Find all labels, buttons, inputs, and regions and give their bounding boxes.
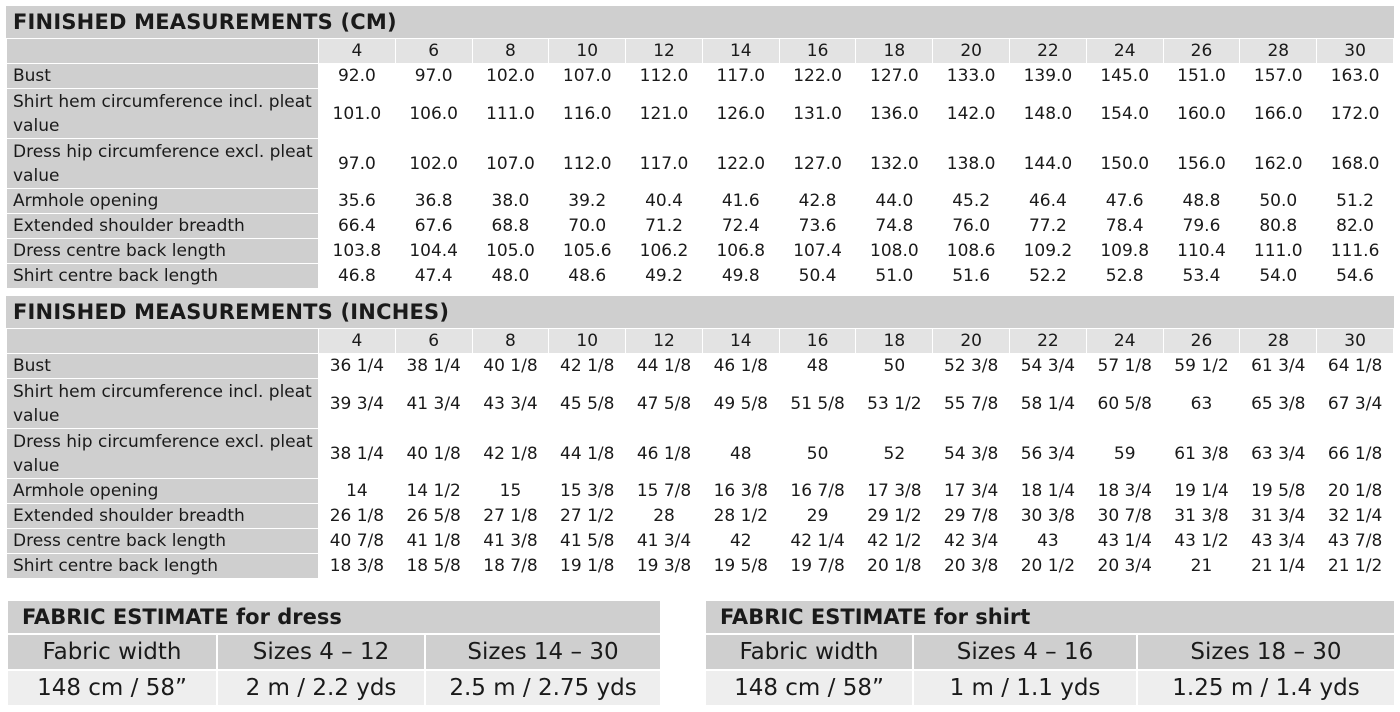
size-header-blank <box>7 39 319 64</box>
size-header: 6 <box>395 39 472 64</box>
fabric-shirt-header-width: Fabric width <box>705 634 913 670</box>
measurement-cell: 110.4 <box>1163 239 1240 264</box>
table-row <box>7 139 1394 189</box>
measurement-cell: 127.0 <box>856 64 933 89</box>
measurement-cell: 106.2 <box>626 239 703 264</box>
measurement-cell: 20 1/8 <box>856 554 933 579</box>
measurement-cell: 42.8 <box>779 189 856 214</box>
measurement-cell: 139.0 <box>1010 64 1087 89</box>
size-header: 14 <box>702 329 779 354</box>
measurement-cell: 117.0 <box>702 64 779 89</box>
measurement-cell: 43 <box>1010 529 1087 554</box>
measurement-cell: 73.6 <box>779 214 856 239</box>
measurement-cell: 45 5/8 <box>549 379 626 429</box>
inches-section-title: FINISHED MEASUREMENTS (INCHES) <box>6 296 1394 328</box>
fabric-shirt-value-small: 1 m / 1.1 yds <box>913 670 1137 706</box>
size-header: 12 <box>626 329 703 354</box>
measurement-cell: 38 1/4 <box>319 429 396 479</box>
measurement-cell: 65 3/8 <box>1240 379 1317 429</box>
measurement-cell: 156.0 <box>1163 139 1240 189</box>
size-header: 10 <box>549 39 626 64</box>
fabric-dress-header-width: Fabric width <box>7 634 217 670</box>
measurement-cell: 16 7/8 <box>779 479 856 504</box>
measurement-cell: 55 7/8 <box>933 379 1010 429</box>
size-header: 22 <box>1010 329 1087 354</box>
table-row <box>7 429 1394 479</box>
measurement-cell: 21 1/4 <box>1240 554 1317 579</box>
measurement-cell: 39 3/4 <box>319 379 396 429</box>
table-row <box>7 239 1394 264</box>
measurement-cell: 106.8 <box>702 239 779 264</box>
measurement-cell: 50.4 <box>779 264 856 289</box>
size-header: 8 <box>472 39 549 64</box>
measurement-cell: 20 3/8 <box>933 554 1010 579</box>
measurement-cell: 54 3/4 <box>1010 354 1087 379</box>
measurement-cell: 56 3/4 <box>1010 429 1087 479</box>
measurement-cell: 40.4 <box>626 189 703 214</box>
measurement-cell: 43 3/4 <box>1240 529 1317 554</box>
measurement-cell: 46.4 <box>1010 189 1087 214</box>
measurement-cell: 59 <box>1086 429 1163 479</box>
measurement-cell: 47 5/8 <box>626 379 703 429</box>
table-row <box>7 264 1394 289</box>
fabric-dress-header-small: Sizes 4 – 12 <box>217 634 425 670</box>
measurement-cell: 51 5/8 <box>779 379 856 429</box>
measurement-cell: 31 3/4 <box>1240 504 1317 529</box>
measurement-cell: 67 3/4 <box>1317 379 1394 429</box>
measurement-cell: 36 1/4 <box>319 354 396 379</box>
measurement-cell: 54 3/8 <box>933 429 1010 479</box>
measurement-cell: 48 <box>702 429 779 479</box>
measurement-cell: 117.0 <box>626 139 703 189</box>
measurement-cell: 28 1/2 <box>702 504 779 529</box>
row-label: Shirt hem circumference incl. pleat value <box>7 89 319 139</box>
row-label: Extended shoulder breadth <box>7 504 319 529</box>
measurement-cell: 50 <box>779 429 856 479</box>
measurement-cell: 142.0 <box>933 89 1010 139</box>
measurement-cell: 18 3/8 <box>319 554 396 579</box>
measurement-cell: 101.0 <box>319 89 396 139</box>
measurement-cell: 112.0 <box>626 64 703 89</box>
measurement-cell: 42 <box>702 529 779 554</box>
measurement-cell: 46 1/8 <box>626 429 703 479</box>
measurement-cell: 67.6 <box>395 214 472 239</box>
measurement-cell: 36.8 <box>395 189 472 214</box>
size-header: 28 <box>1240 39 1317 64</box>
measurement-cell: 40 1/8 <box>472 354 549 379</box>
measurement-cell: 43 1/4 <box>1086 529 1163 554</box>
row-label: Shirt hem circumference incl. pleat value <box>7 379 319 429</box>
measurement-cell: 42 1/4 <box>779 529 856 554</box>
measurement-cell: 154.0 <box>1086 89 1163 139</box>
measurement-cell: 46.8 <box>319 264 396 289</box>
measurement-cell: 53 1/2 <box>856 379 933 429</box>
measurement-cell: 77.2 <box>1010 214 1087 239</box>
measurement-cell: 29 <box>779 504 856 529</box>
fabric-dress-title: FABRIC ESTIMATE for dress <box>7 600 661 634</box>
measurement-cell: 51.6 <box>933 264 1010 289</box>
measurement-cell: 29 7/8 <box>933 504 1010 529</box>
measurement-cell: 92.0 <box>319 64 396 89</box>
measurement-cell: 19 7/8 <box>779 554 856 579</box>
measurement-cell: 50.0 <box>1240 189 1317 214</box>
size-header: 14 <box>702 39 779 64</box>
measurement-cell: 97.0 <box>395 64 472 89</box>
measurement-cell: 150.0 <box>1086 139 1163 189</box>
measurement-cell: 40 7/8 <box>319 529 396 554</box>
measurement-cell: 18 7/8 <box>472 554 549 579</box>
measurement-cell: 31 3/8 <box>1163 504 1240 529</box>
measurement-cell: 133.0 <box>933 64 1010 89</box>
measurement-cell: 61 3/4 <box>1240 354 1317 379</box>
measurement-cell: 109.8 <box>1086 239 1163 264</box>
measurement-cell: 102.0 <box>472 64 549 89</box>
row-label: Armhole opening <box>7 189 319 214</box>
measurement-cell: 111.0 <box>1240 239 1317 264</box>
measurement-cell: 163.0 <box>1317 64 1394 89</box>
row-label: Dress hip circumference excl. pleat value <box>7 139 319 189</box>
measurement-cell: 30 7/8 <box>1086 504 1163 529</box>
measurement-cell: 42 1/8 <box>549 354 626 379</box>
measurement-cell: 162.0 <box>1240 139 1317 189</box>
measurement-cell: 38.0 <box>472 189 549 214</box>
size-header: 22 <box>1010 39 1087 64</box>
measurement-cell: 61 3/8 <box>1163 429 1240 479</box>
measurement-cell: 20 1/8 <box>1317 479 1394 504</box>
measurement-cell: 41 3/8 <box>472 529 549 554</box>
measurement-cell: 44 1/8 <box>549 429 626 479</box>
size-header: 18 <box>856 329 933 354</box>
table-row <box>7 189 1394 214</box>
measurement-cell: 168.0 <box>1317 139 1394 189</box>
measurement-cell: 112.0 <box>549 139 626 189</box>
measurement-cell: 72.4 <box>702 214 779 239</box>
measurement-cell: 103.8 <box>319 239 396 264</box>
measurement-cell: 106.0 <box>395 89 472 139</box>
measurement-cell: 19 1/8 <box>549 554 626 579</box>
table-row <box>7 64 1394 89</box>
measurement-cell: 71.2 <box>626 214 703 239</box>
size-header: 8 <box>472 329 549 354</box>
measurement-cell: 132.0 <box>856 139 933 189</box>
measurement-cell: 15 7/8 <box>626 479 703 504</box>
measurement-cell: 111.6 <box>1317 239 1394 264</box>
measurement-cell: 136.0 <box>856 89 933 139</box>
measurement-cell: 102.0 <box>395 139 472 189</box>
table-row <box>7 354 1394 379</box>
fabric-dress-value-width: 148 cm / 58” <box>7 670 217 706</box>
measurement-cell: 51.0 <box>856 264 933 289</box>
measurement-cell: 26 5/8 <box>395 504 472 529</box>
measurement-cell: 30 3/8 <box>1010 504 1087 529</box>
size-header: 10 <box>549 329 626 354</box>
measurement-cell: 76.0 <box>933 214 1010 239</box>
measurement-cell: 53.4 <box>1163 264 1240 289</box>
measurement-cell: 17 3/8 <box>856 479 933 504</box>
measurement-cell: 63 3/4 <box>1240 429 1317 479</box>
row-label: Armhole opening <box>7 479 319 504</box>
table-row <box>7 554 1394 579</box>
measurement-cell: 28 <box>626 504 703 529</box>
measurement-cell: 48.6 <box>549 264 626 289</box>
fabric-dress-value-small: 2 m / 2.2 yds <box>217 670 425 706</box>
size-header: 16 <box>779 329 856 354</box>
measurement-cell: 79.6 <box>1163 214 1240 239</box>
measurement-cell: 35.6 <box>319 189 396 214</box>
inches-measurements-table <box>6 328 1394 579</box>
measurement-cell: 68.8 <box>472 214 549 239</box>
measurement-cell: 41 1/8 <box>395 529 472 554</box>
measurement-cell: 57 1/8 <box>1086 354 1163 379</box>
measurement-cell: 27 1/8 <box>472 504 549 529</box>
measurement-cell: 42 1/8 <box>472 429 549 479</box>
measurement-cell: 52.2 <box>1010 264 1087 289</box>
measurement-cell: 63 <box>1163 379 1240 429</box>
measurement-cell: 121.0 <box>626 89 703 139</box>
measurement-cell: 116.0 <box>549 89 626 139</box>
row-label: Shirt centre back length <box>7 264 319 289</box>
measurement-cell: 21 1/2 <box>1317 554 1394 579</box>
table-row <box>7 504 1394 529</box>
measurement-cell: 105.0 <box>472 239 549 264</box>
measurement-cell: 70.0 <box>549 214 626 239</box>
measurement-cell: 107.4 <box>779 239 856 264</box>
measurement-cell: 59 1/2 <box>1163 354 1240 379</box>
size-header: 12 <box>626 39 703 64</box>
measurement-cell: 108.0 <box>856 239 933 264</box>
table-row <box>7 89 1394 139</box>
row-label: Dress hip circumference excl. pleat value <box>7 429 319 479</box>
measurement-cell: 47.4 <box>395 264 472 289</box>
measurement-cell: 42 1/2 <box>856 529 933 554</box>
fabric-shirt-value-width: 148 cm / 58” <box>705 670 913 706</box>
cm-section-title: FINISHED MEASUREMENTS (CM) <box>6 6 1394 38</box>
measurement-cell: 160.0 <box>1163 89 1240 139</box>
measurement-cell: 18 3/4 <box>1086 479 1163 504</box>
row-label: Shirt centre back length <box>7 554 319 579</box>
measurement-cell: 78.4 <box>1086 214 1163 239</box>
fabric-shirt-header-large: Sizes 18 – 30 <box>1137 634 1395 670</box>
measurement-cell: 19 5/8 <box>1240 479 1317 504</box>
size-header: 18 <box>856 39 933 64</box>
measurement-cell: 18 1/4 <box>1010 479 1087 504</box>
size-header: 28 <box>1240 329 1317 354</box>
measurement-cell: 66.4 <box>319 214 396 239</box>
measurement-cell: 43 7/8 <box>1317 529 1394 554</box>
fabric-shirt-title: FABRIC ESTIMATE for shirt <box>705 600 1395 634</box>
row-label: Dress centre back length <box>7 239 319 264</box>
measurement-cell: 97.0 <box>319 139 396 189</box>
measurement-cell: 151.0 <box>1163 64 1240 89</box>
measurement-cell: 144.0 <box>1010 139 1087 189</box>
size-header: 20 <box>933 39 1010 64</box>
measurement-cell: 107.0 <box>472 139 549 189</box>
measurement-cell: 122.0 <box>702 139 779 189</box>
measurement-cell: 49.8 <box>702 264 779 289</box>
size-header: 24 <box>1086 329 1163 354</box>
measurement-cell: 19 1/4 <box>1163 479 1240 504</box>
measurement-cell: 172.0 <box>1317 89 1394 139</box>
measurement-cell: 145.0 <box>1086 64 1163 89</box>
measurement-cell: 45.2 <box>933 189 1010 214</box>
measurement-cell: 74.8 <box>856 214 933 239</box>
measurement-cell: 41 5/8 <box>549 529 626 554</box>
measurement-cell: 38 1/4 <box>395 354 472 379</box>
row-label: Bust <box>7 64 319 89</box>
measurement-cell: 21 <box>1163 554 1240 579</box>
measurement-cell: 43 1/2 <box>1163 529 1240 554</box>
measurement-cell: 157.0 <box>1240 64 1317 89</box>
size-header: 30 <box>1317 329 1394 354</box>
measurement-cell: 50 <box>856 354 933 379</box>
measurement-cell: 47.6 <box>1086 189 1163 214</box>
fabric-dress-header-large: Sizes 14 – 30 <box>425 634 661 670</box>
measurement-cell: 52.8 <box>1086 264 1163 289</box>
measurement-cell: 64 1/8 <box>1317 354 1394 379</box>
measurement-cell: 18 5/8 <box>395 554 472 579</box>
measurement-cell: 20 1/2 <box>1010 554 1087 579</box>
measurement-cell: 108.6 <box>933 239 1010 264</box>
measurement-cell: 17 3/4 <box>933 479 1010 504</box>
measurement-cell: 82.0 <box>1317 214 1394 239</box>
fabric-shirt-header-small: Sizes 4 – 16 <box>913 634 1137 670</box>
fabric-dress-value-large: 2.5 m / 2.75 yds <box>425 670 661 706</box>
measurement-cell: 166.0 <box>1240 89 1317 139</box>
measurement-cell: 32 1/4 <box>1317 504 1394 529</box>
measurement-cell: 48 <box>779 354 856 379</box>
measurement-cell: 19 5/8 <box>702 554 779 579</box>
measurement-cell: 49.2 <box>626 264 703 289</box>
size-header-blank <box>7 329 319 354</box>
measurement-cell: 44 1/8 <box>626 354 703 379</box>
measurement-cell: 126.0 <box>702 89 779 139</box>
measurement-cell: 127.0 <box>779 139 856 189</box>
measurement-cell: 66 1/8 <box>1317 429 1394 479</box>
measurement-cell: 60 5/8 <box>1086 379 1163 429</box>
measurement-cell: 48.0 <box>472 264 549 289</box>
table-row <box>7 529 1394 554</box>
measurement-cell: 41 3/4 <box>395 379 472 429</box>
measurement-cell: 20 3/4 <box>1086 554 1163 579</box>
measurement-cell: 148.0 <box>1010 89 1087 139</box>
measurement-cell: 80.8 <box>1240 214 1317 239</box>
measurement-cell: 14 1/2 <box>395 479 472 504</box>
measurement-cell: 15 <box>472 479 549 504</box>
measurement-cell: 109.2 <box>1010 239 1087 264</box>
measurement-cell: 16 3/8 <box>702 479 779 504</box>
measurement-cell: 19 3/8 <box>626 554 703 579</box>
size-header: 26 <box>1163 329 1240 354</box>
size-header: 4 <box>319 39 396 64</box>
measurement-cell: 48.8 <box>1163 189 1240 214</box>
size-header: 4 <box>319 329 396 354</box>
measurement-cell: 39.2 <box>549 189 626 214</box>
measurement-cell: 107.0 <box>549 64 626 89</box>
measurement-cell: 52 3/8 <box>933 354 1010 379</box>
fabric-estimate-shirt-table <box>704 599 1396 707</box>
row-label: Bust <box>7 354 319 379</box>
measurement-cell: 54.6 <box>1317 264 1394 289</box>
fabric-shirt-value-large: 1.25 m / 1.4 yds <box>1137 670 1395 706</box>
row-label: Extended shoulder breadth <box>7 214 319 239</box>
measurement-cell: 15 3/8 <box>549 479 626 504</box>
measurement-cell: 49 5/8 <box>702 379 779 429</box>
measurement-cell: 58 1/4 <box>1010 379 1087 429</box>
fabric-estimate-dress-table <box>6 599 662 707</box>
measurement-cell: 27 1/2 <box>549 504 626 529</box>
measurement-cell: 41 3/4 <box>626 529 703 554</box>
measurement-cell: 54.0 <box>1240 264 1317 289</box>
size-header: 24 <box>1086 39 1163 64</box>
size-header: 30 <box>1317 39 1394 64</box>
measurement-cell: 131.0 <box>779 89 856 139</box>
table-row <box>7 214 1394 239</box>
measurement-cell: 44.0 <box>856 189 933 214</box>
measurement-cell: 51.2 <box>1317 189 1394 214</box>
cm-measurements-table <box>6 38 1394 289</box>
measurement-cell: 111.0 <box>472 89 549 139</box>
size-header: 20 <box>933 329 1010 354</box>
measurement-cell: 43 3/4 <box>472 379 549 429</box>
measurement-cell: 122.0 <box>779 64 856 89</box>
size-header: 6 <box>395 329 472 354</box>
row-label: Dress centre back length <box>7 529 319 554</box>
measurement-cell: 14 <box>319 479 396 504</box>
measurement-cell: 138.0 <box>933 139 1010 189</box>
measurement-cell: 26 1/8 <box>319 504 396 529</box>
size-header: 16 <box>779 39 856 64</box>
size-header: 26 <box>1163 39 1240 64</box>
measurement-cell: 52 <box>856 429 933 479</box>
measurement-cell: 42 3/4 <box>933 529 1010 554</box>
table-row <box>7 379 1394 429</box>
measurement-cell: 46 1/8 <box>702 354 779 379</box>
measurement-cell: 41.6 <box>702 189 779 214</box>
measurement-cell: 104.4 <box>395 239 472 264</box>
measurement-cell: 29 1/2 <box>856 504 933 529</box>
measurement-cell: 105.6 <box>549 239 626 264</box>
measurement-cell: 40 1/8 <box>395 429 472 479</box>
table-row <box>7 479 1394 504</box>
